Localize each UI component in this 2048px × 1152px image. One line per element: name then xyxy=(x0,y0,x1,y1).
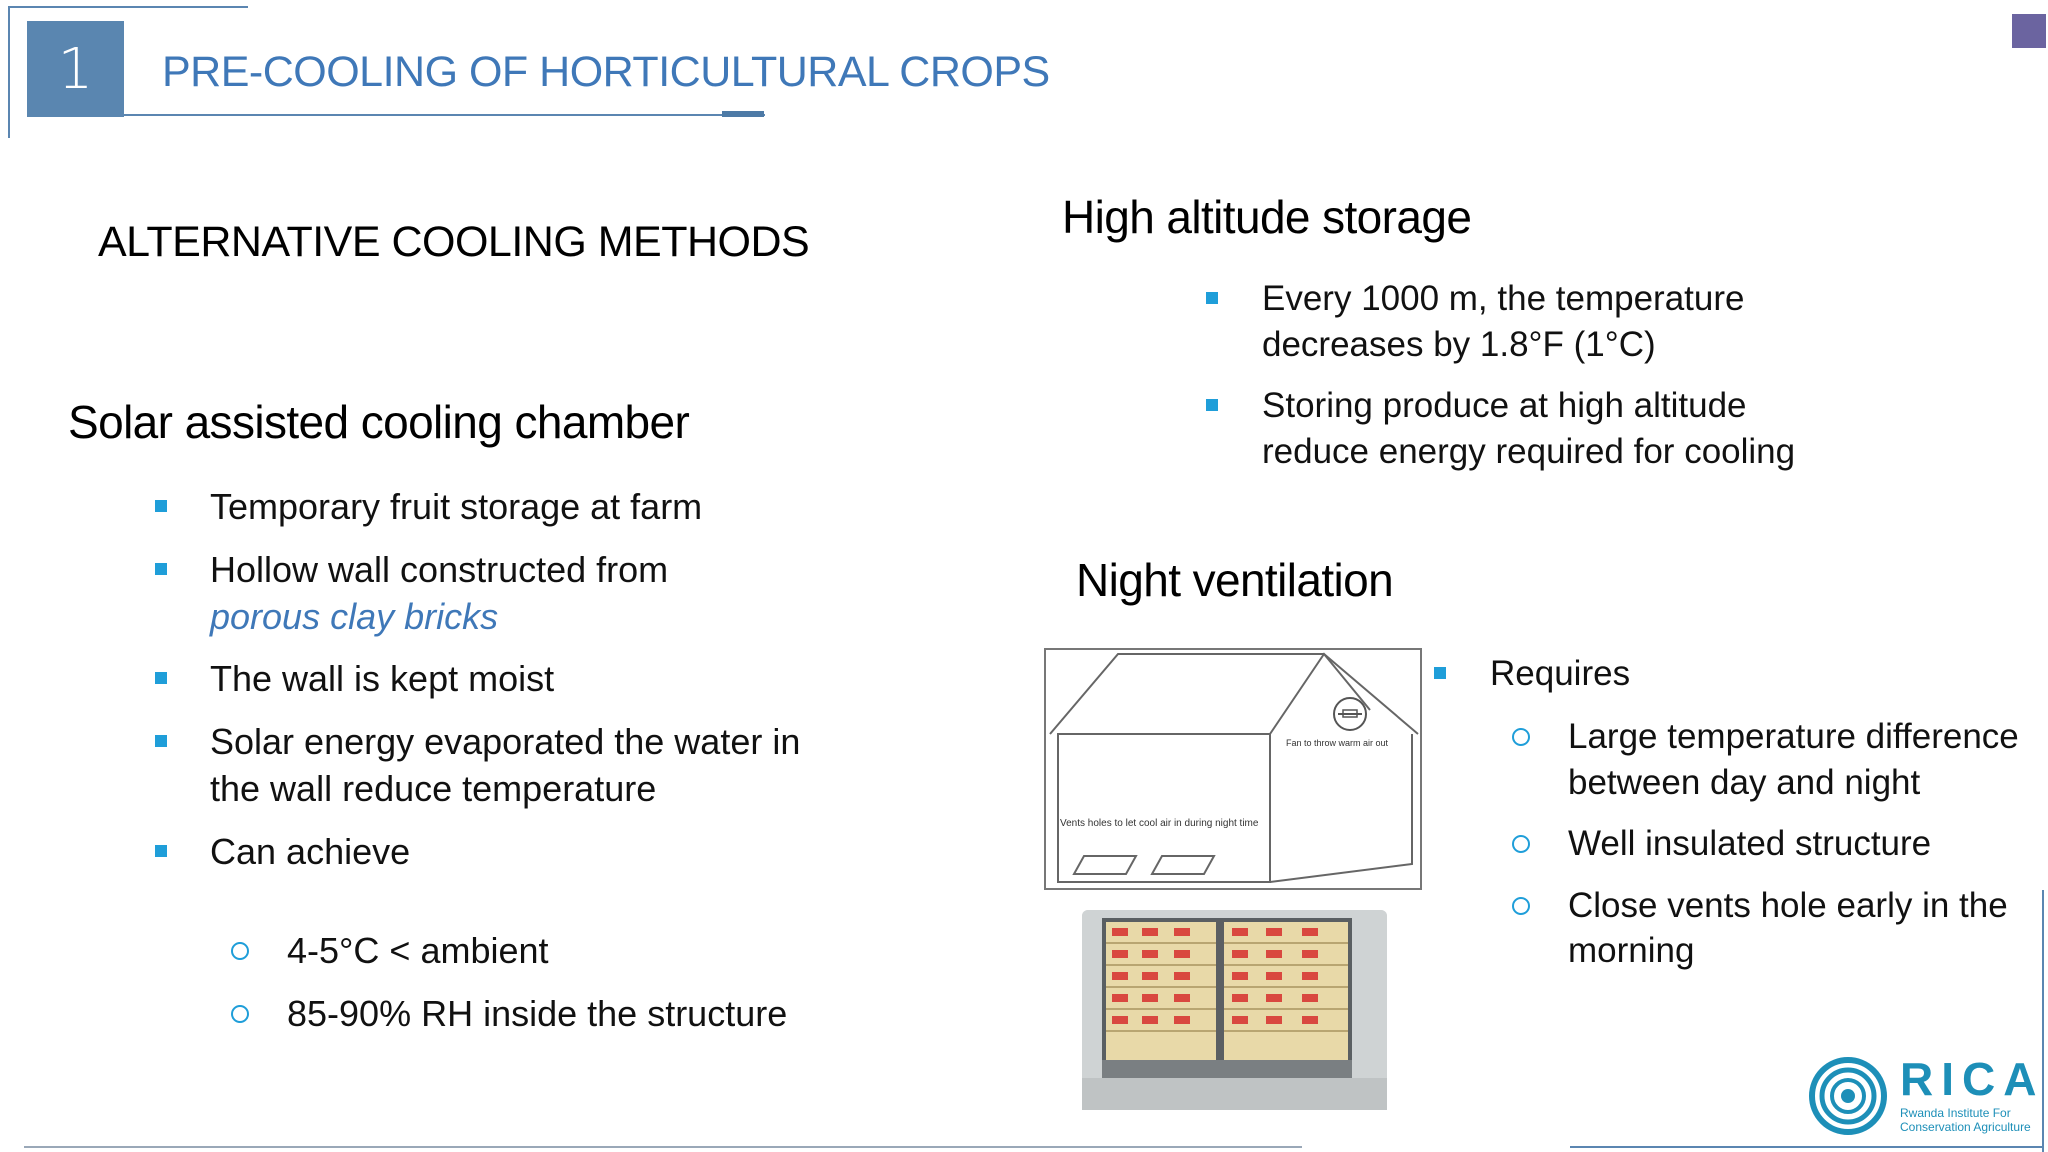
circle-bullet-icon xyxy=(231,1005,249,1023)
section-number-badge xyxy=(27,21,124,117)
footer-frame-bottom xyxy=(1570,1146,2044,1148)
list-item: Close vents hole early in the morning xyxy=(1568,883,2038,974)
solar-sub-list xyxy=(287,928,887,1038)
square-bullet-icon xyxy=(155,672,167,684)
list-item: Temporary fruit storage at farm xyxy=(210,484,850,531)
high-altitude-list xyxy=(1262,276,1842,474)
stored-produce-photo xyxy=(1082,910,1387,1110)
square-bullet-icon xyxy=(1206,292,1218,304)
circle-bullet-icon xyxy=(1512,897,1530,915)
requires-item: Requires xyxy=(1490,651,2048,697)
produce-crates-image xyxy=(1082,910,1387,1110)
list-item: Every 1000 m, the temperature decreases by 1.8°F (1°C) xyxy=(1262,276,1842,367)
header-underline-accent xyxy=(722,111,764,117)
square-bullet-icon xyxy=(155,735,167,747)
header-underline xyxy=(120,114,765,116)
footer-frame-right xyxy=(2042,890,2044,1152)
list-item: Large temperature difference between day and night xyxy=(1568,714,2038,805)
vent-label: Vents holes to let cool air in during night time xyxy=(1060,818,1259,829)
list-item: Can achieve xyxy=(210,829,850,876)
night-ventilation-sub-list xyxy=(1568,714,2038,974)
slide-title: PRE-COOLING OF HORTICULTURAL CROPS xyxy=(162,48,1050,96)
list-item: 4-5°C < ambient xyxy=(287,928,887,975)
high-altitude-heading: High altitude storage xyxy=(1062,191,1472,243)
square-bullet-icon xyxy=(155,500,167,512)
circle-bullet-icon xyxy=(1512,835,1530,853)
solar-bullet-list xyxy=(210,484,850,892)
night-ventilation-heading: Night ventilation xyxy=(1076,554,1394,606)
rica-logo xyxy=(1808,1052,2045,1140)
alternative-methods-heading: ALTERNATIVE COOLING METHODS xyxy=(98,218,810,266)
section-number: 1 xyxy=(57,36,94,102)
footer-divider xyxy=(24,1146,1302,1148)
square-bullet-icon xyxy=(155,845,167,857)
header-frame-top xyxy=(8,6,248,8)
circle-bullet-icon xyxy=(1512,728,1530,746)
vent-hole-icon xyxy=(1074,856,1136,874)
list-item: 85-90% RH inside the structure xyxy=(287,991,887,1038)
square-bullet-icon xyxy=(155,563,167,575)
house-sketch xyxy=(1046,650,1420,888)
porous-clay-bricks-text: porous clay bricks xyxy=(210,595,499,637)
solar-chamber-heading: Solar assisted cooling chamber xyxy=(68,396,690,448)
circle-bullet-icon xyxy=(231,942,249,960)
square-bullet-icon xyxy=(1206,399,1218,411)
list-item: Well insulated structure xyxy=(1568,821,2038,867)
rica-emblem-icon xyxy=(1808,1056,1888,1136)
fan-label: Fan to throw warm air out xyxy=(1286,738,1389,748)
header-frame-left xyxy=(8,6,10,138)
vent-hole-icon xyxy=(1152,856,1214,874)
list-item: Solar energy evaporated the water in the wall reduce temperature xyxy=(210,719,810,813)
logo-tagline-line1: Rwanda Institute For xyxy=(1900,1106,2011,1120)
corner-square-decoration xyxy=(2012,14,2046,48)
square-bullet-icon xyxy=(1434,667,1446,679)
list-item: The wall is kept moist xyxy=(210,656,850,703)
night-ventilation-diagram xyxy=(1044,648,1422,890)
logo-tagline-line2: Conservation Agriculture xyxy=(1900,1120,2031,1134)
list-item: Hollow wall constructed from porous clay bricks xyxy=(210,547,850,641)
logo-wordmark: RICA xyxy=(1900,1053,2045,1105)
list-item: Storing produce at high altitude reduce energy required for cooling xyxy=(1262,383,1842,474)
